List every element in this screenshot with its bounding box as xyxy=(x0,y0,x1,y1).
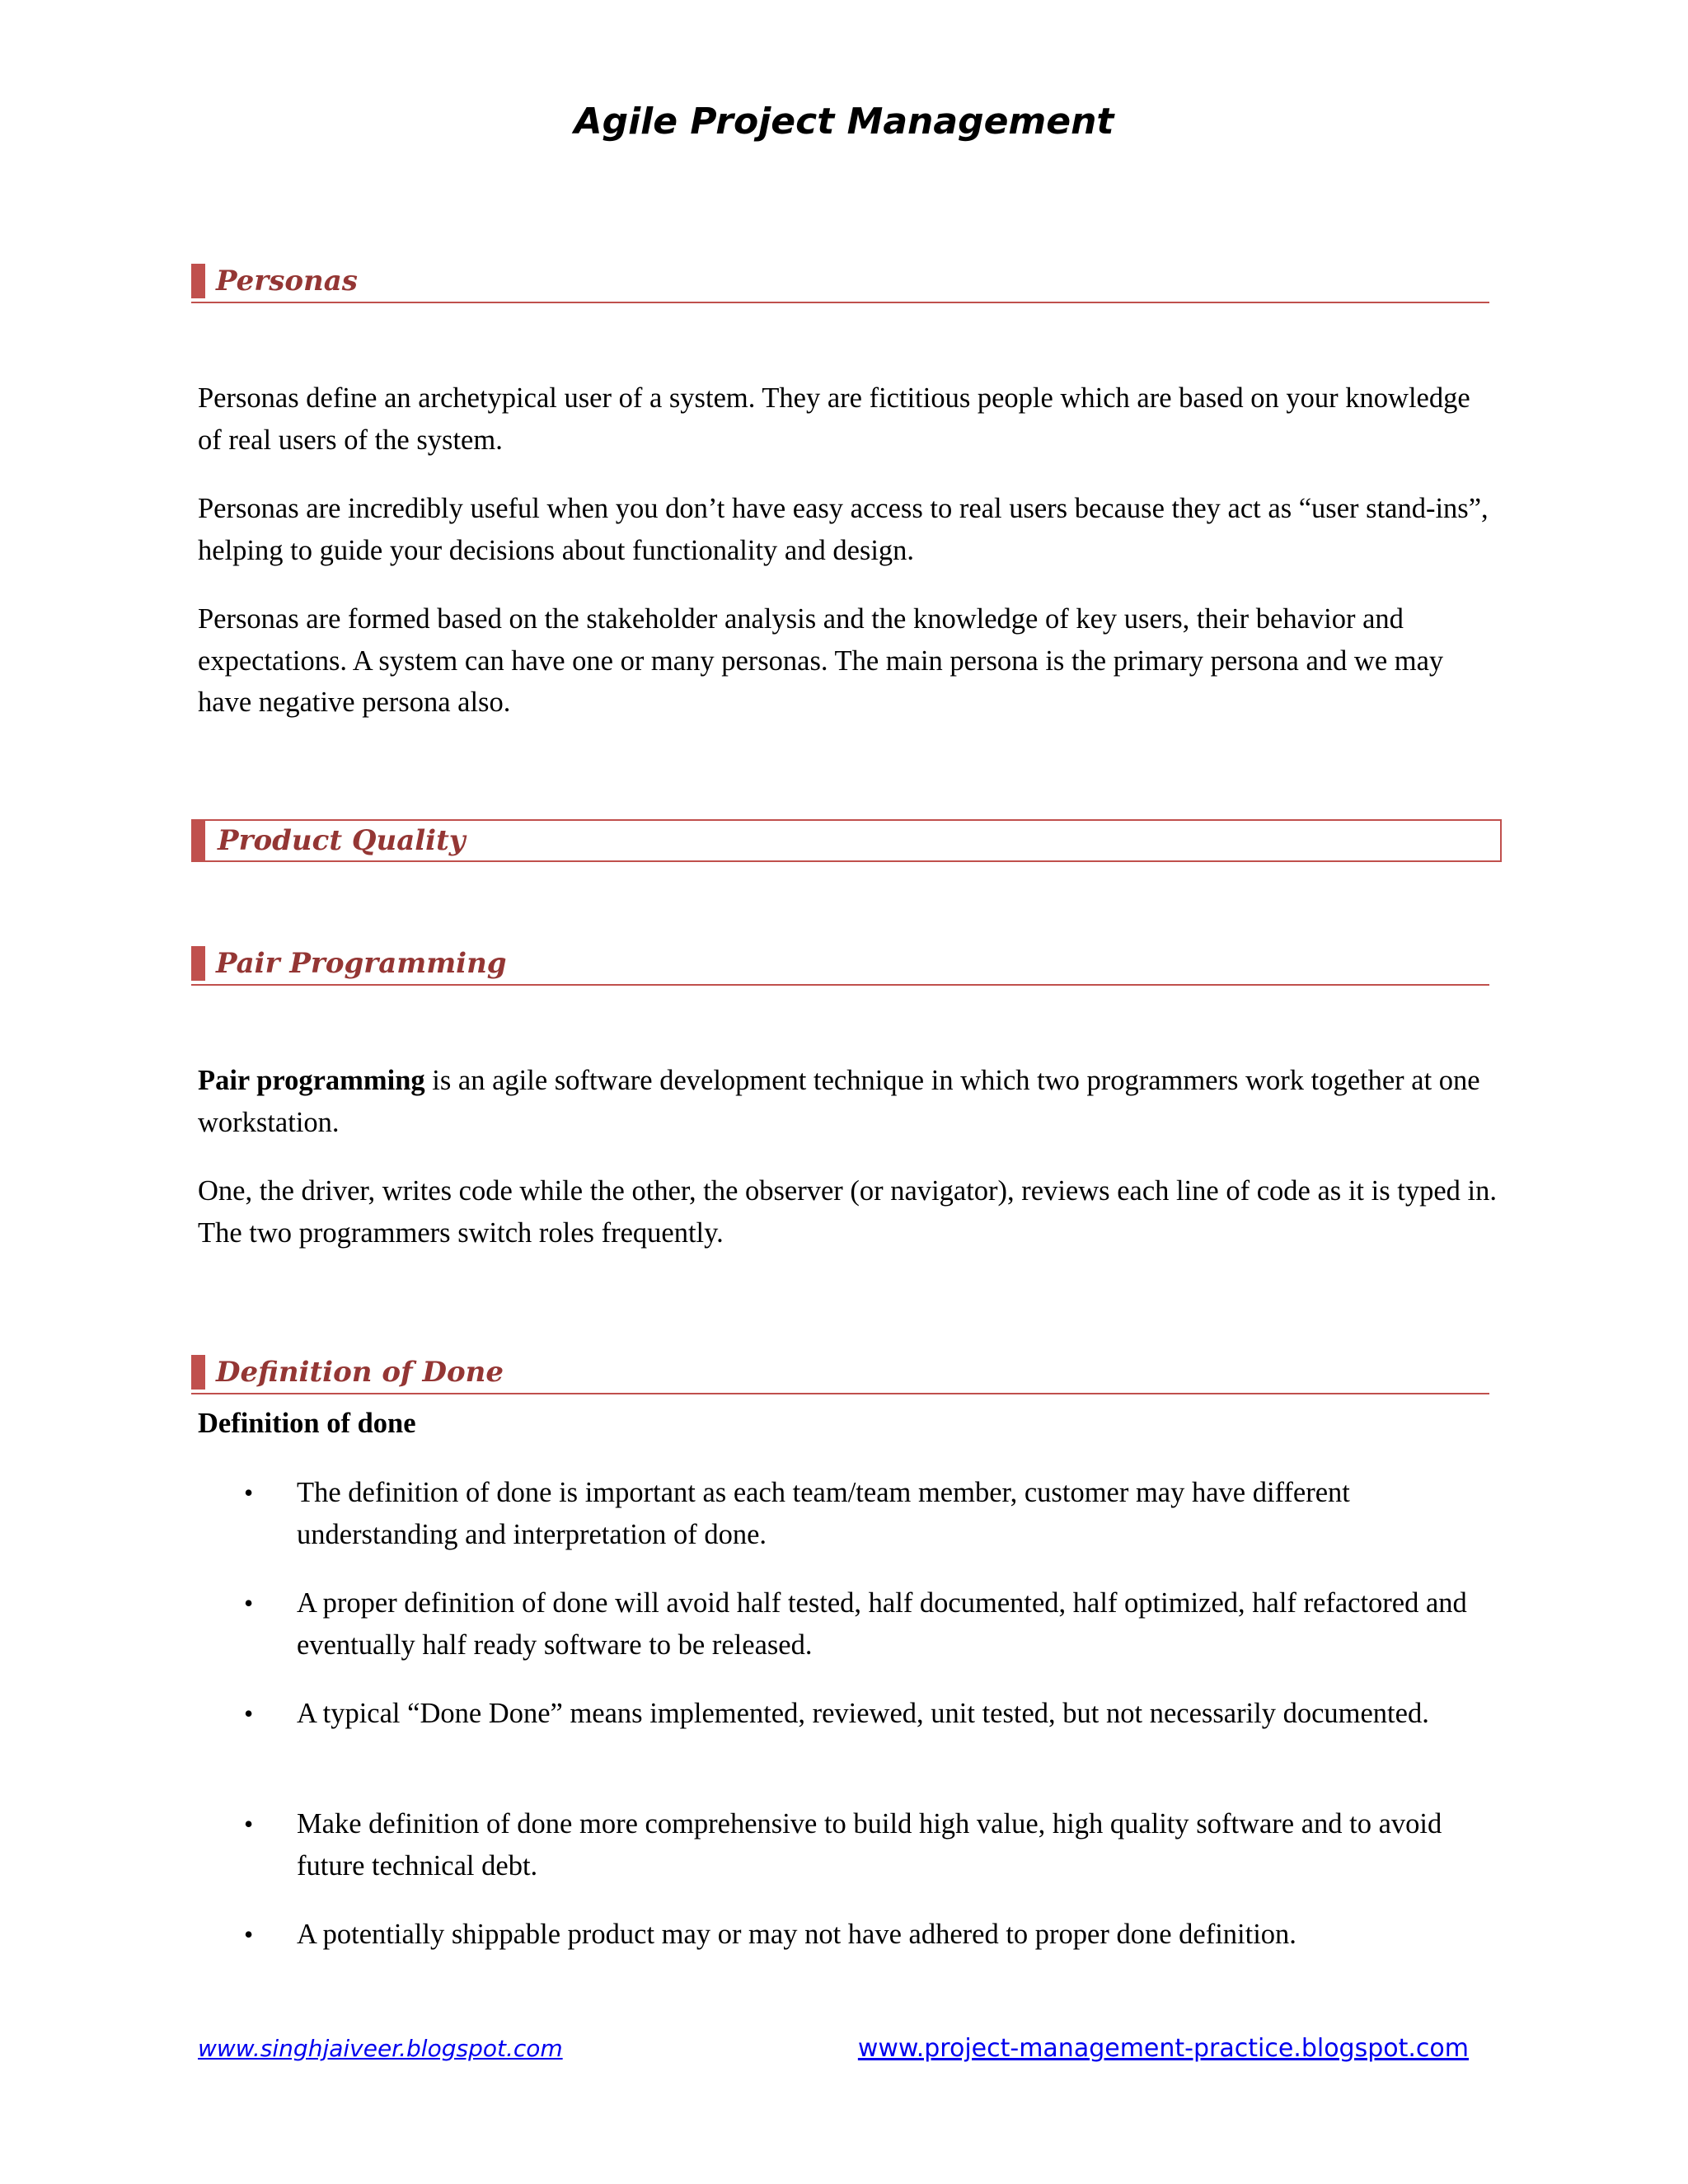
pair-programming-paragraph-1 xyxy=(198,1060,1500,1143)
definition-of-done-subheading: Definition of done xyxy=(198,1408,416,1439)
bullet-icon: • xyxy=(244,1919,254,1949)
list-item-text: Make definition of done more comprehensive to build high value, high quality software and to avoid future technical debt. xyxy=(297,1808,1442,1882)
section-title: Personas xyxy=(216,265,358,298)
bullet-icon: • xyxy=(244,1478,254,1507)
pair-programming-term: Pair programming xyxy=(198,1065,425,1096)
bullet-icon: • xyxy=(244,1809,254,1839)
footer-link-project-management-practice[interactable]: www.project-management-practice.blogspot.com xyxy=(857,2034,1469,2063)
section-header-definition-of-done xyxy=(191,1353,1489,1394)
section-title: Product Quality xyxy=(218,824,466,857)
pair-programming-definition: is an agile software development technique in which two programmers work together at one workstation. xyxy=(198,1065,1480,1138)
bullet-icon: • xyxy=(244,1699,254,1728)
personas-paragraph-2: Personas are incredibly useful when you don’t have easy access to real users because they act as “user stand-ins”, helping to guide your decisions about functionality and design. xyxy=(198,493,1489,566)
section-accent-bar xyxy=(191,1355,205,1390)
document-title: Agile Project Management xyxy=(574,101,1114,143)
section-header-personas xyxy=(191,262,1489,303)
pair-programming-paragraph-2: One, the driver, writes code while the other, the observer (or navigator), reviews each line of code as it is typed in. The two programmers switch roles frequently. xyxy=(198,1175,1498,1249)
section-header-product-quality xyxy=(191,819,1502,862)
section-accent-bar xyxy=(191,819,205,862)
list-item-text: The definition of done is important as each team/team member, customer may have different understanding and interpretation of done. xyxy=(297,1477,1350,1550)
section-title: Definition of Done xyxy=(216,1356,504,1389)
personas-paragraph-1: Personas define an archetypical user of a system. They are fictitious people which are based on your knowledge of real users of the system. xyxy=(198,382,1470,456)
section-title: Pair Programming xyxy=(216,947,507,980)
section-underline xyxy=(191,1393,1489,1394)
section-underline xyxy=(191,302,1489,303)
list-item-text: A proper definition of done will avoid half tested, half documented, half optimized, half refactored and eventually half ready software to be released. xyxy=(297,1587,1467,1661)
list-item-text: A typical “Done Done” means implemented, reviewed, unit tested, but not necessarily documented. xyxy=(297,1698,1429,1729)
personas-paragraph-3: Personas are formed based on the stakeholder analysis and the knowledge of key users, their behavior and expectations. A system can have one or many personas. The main persona is the primary persona and we may have negative persona also. xyxy=(198,603,1444,718)
list-item-text: A potentially shippable product may or may not have adhered to proper done definition. xyxy=(297,1919,1296,1950)
footer-link-singhjaiveer[interactable]: www.singhjaiveer.blogspot.com xyxy=(198,2035,563,2062)
section-accent-bar xyxy=(191,946,205,981)
section-header-pair-programming xyxy=(191,944,1489,986)
section-accent-bar xyxy=(191,264,205,298)
bullet-icon: • xyxy=(244,1588,254,1618)
section-underline xyxy=(191,984,1489,986)
